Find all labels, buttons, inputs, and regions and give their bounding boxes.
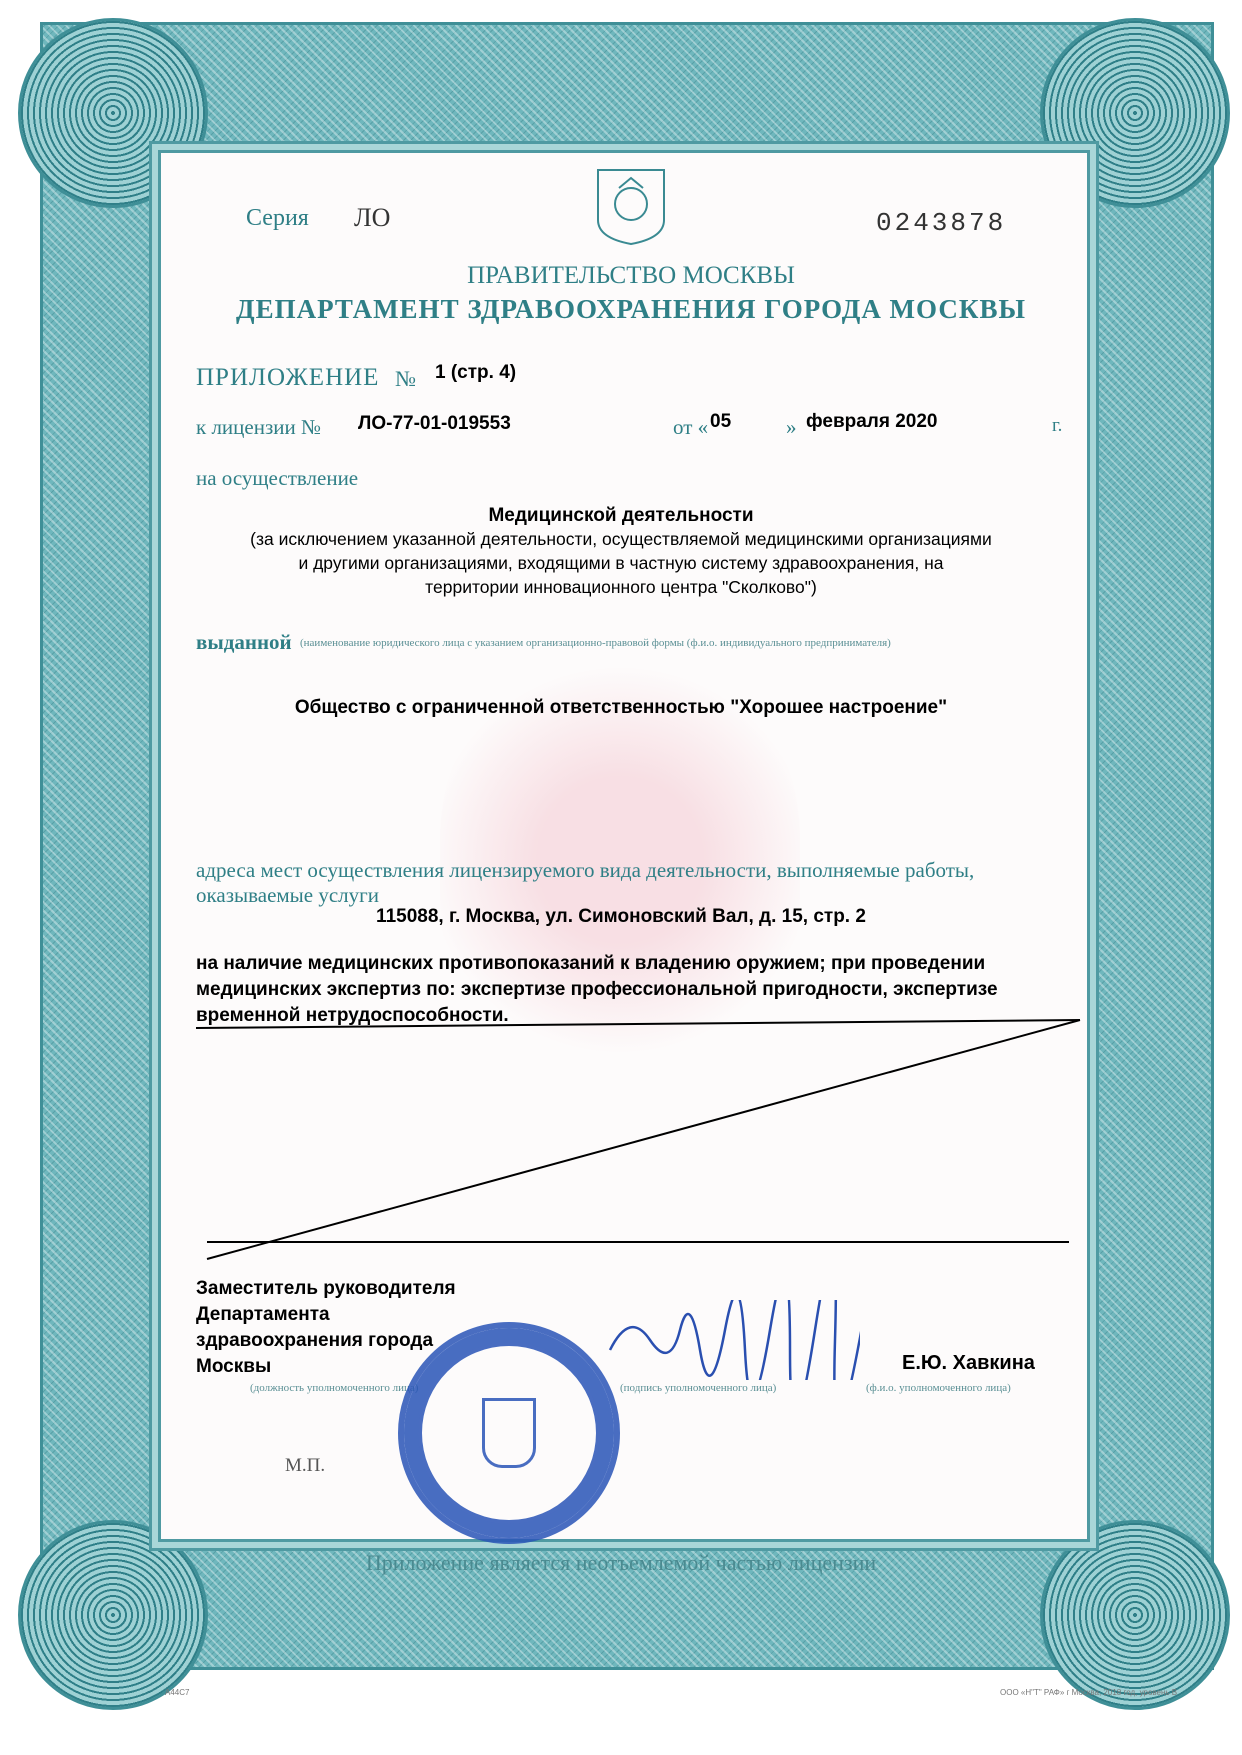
- government-title: ПРАВИТЕЛЬСТВО МОСКВЫ: [467, 262, 795, 289]
- signer-position: Москвы: [196, 1356, 272, 1377]
- service-line: на наличие медицинских противопоказаний к владению оружием; при проведении: [196, 953, 986, 974]
- caption-signature: (подпись уполномоченного лица): [620, 1382, 777, 1394]
- service-line: медицинских экспертиз по: экспертизе профессиональной пригодности, экспертизе: [196, 979, 998, 1000]
- appendix-no-sign: №: [395, 366, 416, 391]
- department-title: ДЕПАРТАМЕНТ ЗДРАВООХРАНЕНИЯ ГОРОДА МОСКВЫ: [236, 294, 1026, 324]
- appendix-number: 1 (стр. 4): [435, 362, 517, 383]
- license-day: 05: [710, 411, 732, 432]
- caption-position: (должность уполномоченного лица): [250, 1382, 419, 1394]
- signer-position: здравоохранения города: [196, 1330, 434, 1351]
- series-value: ЛО: [354, 203, 391, 232]
- address-label: адреса мест осуществления лицензируемого вида деятельности, выполняемые работы,: [196, 858, 975, 882]
- activity-title: Медицинской деятельности: [488, 505, 754, 526]
- form-number: 0243878: [876, 208, 1007, 238]
- license-label: к лицензии №: [196, 415, 322, 439]
- mp-label: М.П.: [285, 1455, 326, 1476]
- license-year-suffix: г.: [1052, 415, 1063, 436]
- license-quote: »: [786, 415, 797, 439]
- license-number: ЛО-77-01-019553: [358, 413, 511, 434]
- activity-label: на осуществление: [196, 466, 359, 490]
- address-value: 115088, г. Москва, ул. Симоновский Вал, д. 15, стр. 2: [376, 906, 866, 927]
- issued-label: выданной: [196, 630, 292, 654]
- organization-name: Общество с ограниченной ответственностью "Хорошее настроение": [294, 697, 948, 718]
- form-code: A44C7: [165, 1688, 190, 1697]
- caption-name: (ф.и.о. уполномоченного лица): [866, 1382, 1011, 1394]
- license-from: от «: [673, 415, 709, 439]
- printer-info: ООО «Н"Т" РАФ» г Москва, 2018 год, уровень В: [1000, 1688, 1178, 1697]
- footer-note: Приложение является неотъемлемой частью лицензии: [365, 1550, 877, 1575]
- appendix-label: ПРИЛОЖЕНИЕ: [196, 364, 380, 391]
- activity-line: (за исключением указанной деятельности, осуществляемой медицинскими организациями: [250, 529, 992, 549]
- service-line: временной нетрудоспособности.: [196, 1005, 509, 1026]
- address-label-2: оказываемые услуги: [196, 883, 380, 907]
- signer-name: Е.Ю. Хавкина: [902, 1352, 1035, 1374]
- official-stamp: [398, 1322, 620, 1544]
- signer-position: Заместитель руководителя: [196, 1278, 456, 1299]
- series-label: Серия: [246, 205, 309, 231]
- signature: [600, 1300, 860, 1380]
- activity-line: территории инновационного центра "Сколково"): [425, 577, 817, 597]
- issued-caption: (наименование юридического лица с указанием организационно-правовой формы (ф.и.о. индивидуального предпринимателя): [300, 637, 891, 649]
- activity-line: и другими организациями, входящими в частную систему здравоохранения, на: [298, 553, 944, 573]
- signer-position: Департамента: [196, 1304, 330, 1325]
- moscow-coat-icon: [482, 1398, 536, 1468]
- license-month-year: февраля 2020: [806, 411, 938, 432]
